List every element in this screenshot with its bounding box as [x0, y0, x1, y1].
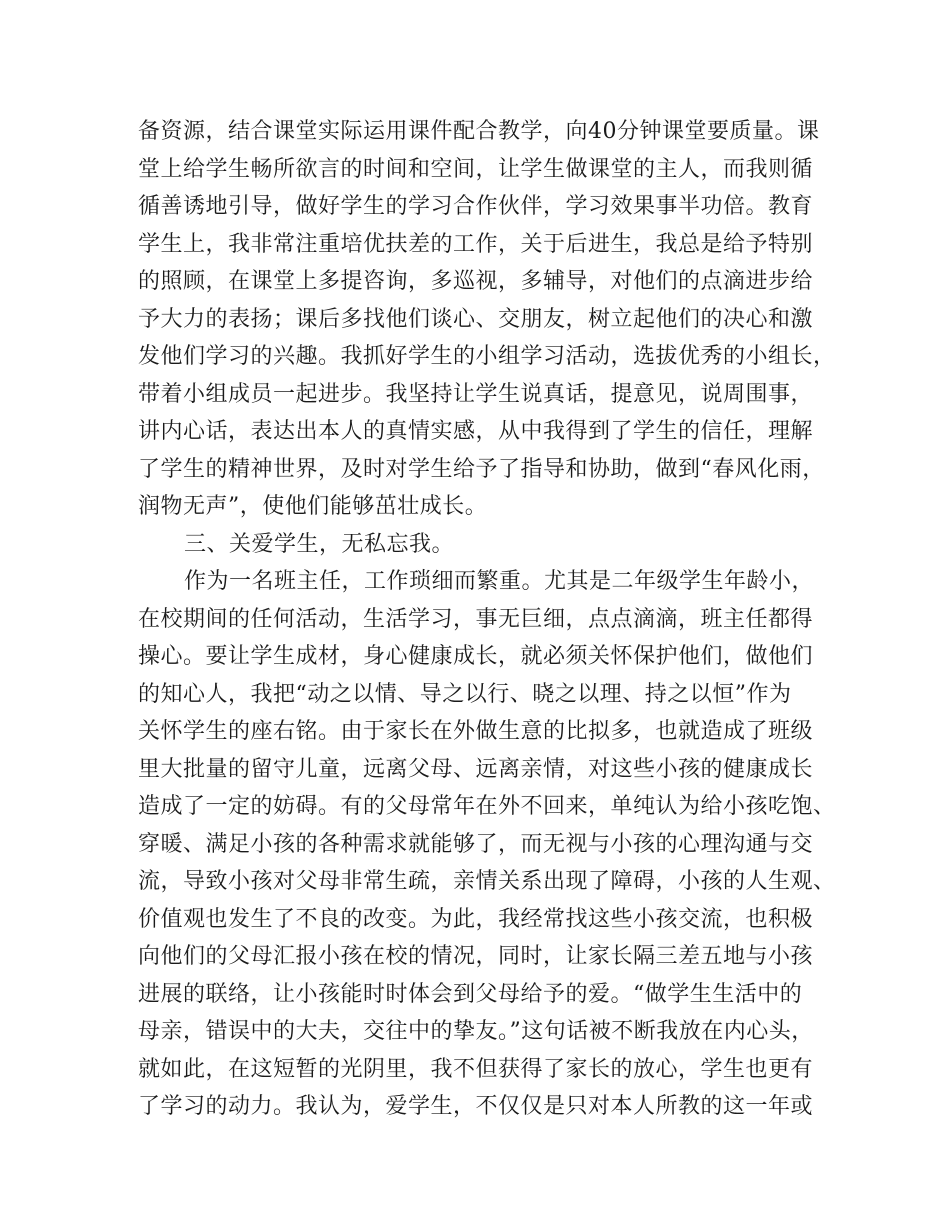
- text-line: 作为一名班主任，工作琐细而繁重。尤其是二年级学生年龄小，: [184, 569, 815, 594]
- text-line: 的知心人，我把“动之以情、导之以行、晓之以理、持之以恒”作为: [138, 681, 792, 707]
- text-line: 关怀学生的座右铭。由于家长在外做生意的比拟多，也就造成了班级: [138, 719, 814, 744]
- text-line: 循善诱地引导，做好学生的学习合作伙伴，学习效果事半功倍。教育: [138, 194, 814, 219]
- text-line: 讲内心话，表达出本人的真情实感，从中我得到了学生的信任，理解: [138, 419, 814, 444]
- text-line: 里大批量的留守儿童，远离父母、远离亲情，对这些小孩的健康成长: [138, 756, 814, 782]
- text-line: 母亲，错误中的大夫，交往中的挚友。”这句话被不断我放在内心头，: [138, 1019, 814, 1044]
- text-line: 堂上给学生畅所欲言的时间和空间，让学生做课堂的主人，而我则循: [138, 156, 814, 182]
- text-line: 予大力的表扬；课后多找他们谈心、交朋友，树立起他们的决心和激: [138, 306, 814, 332]
- section-heading: 三、关爱学生，无私忘我。: [184, 531, 455, 557]
- text-line: 造成了一定的妨碍。有的父母常年在外不回来，单纯认为给小孩吃饱、: [138, 794, 836, 819]
- text-line: 发他们学习的兴趣。我抓好学生的小组学习活动，选拔优秀的小组长，: [138, 344, 836, 369]
- text-line: 备资源，结合课堂实际运用课件配合教学，向40分钟课堂要质量。课: [138, 119, 820, 144]
- text-line: 向他们的父母汇报小孩在校的情况，同时，让家长隔三差五地与小孩: [138, 944, 814, 969]
- text-line: 了学习的动力。我认为，爱学生，不仅仅是只对本人所教的这一年或: [138, 1094, 814, 1119]
- text-line: 进展的联络，让小孩能时时体会到父母给予的爱。“做学生生活中的: [138, 981, 803, 1007]
- text-line: 润物无声”，使他们能够茁壮成长。: [138, 494, 488, 519]
- body-text: [138, 113, 836, 1126]
- text-line: 在校期间的任何活动，生活学习，事无巨细，点点滴滴，班主任都得: [138, 606, 814, 632]
- text-line: 的照顾，在课堂上多提咨询，多巡视，多辅导，对他们的点滴进步给: [138, 269, 814, 294]
- text-line: 操心。要让学生成材，身心健康成长，就必须关怀保护他们，做他们: [138, 644, 814, 669]
- text-line: 了学生的精神世界，及时对学生给予了指导和协助，做到“春风化雨，: [138, 456, 825, 482]
- text-line: 就如此，在这短暂的光阴里，我不但获得了家长的放心，学生也更有: [138, 1056, 814, 1082]
- text-line: 价值观也发生了不良的改变。为此，我经常找这些小孩交流，也积极: [138, 906, 814, 932]
- text-line: 带着小组成员一起进步。我坚持让学生说真话，提意见，说周围事，: [138, 381, 814, 407]
- text-line: 流，导致小孩对父母非常生疏，亲情关系出现了障碍，小孩的人生观、: [138, 869, 836, 894]
- text-line: 学生上，我非常注重培优扶差的工作，关于后进生，我总是给予特别: [138, 231, 814, 257]
- text-line: 穿暖、满足小孩的各种需求就能够了，而无视与小孩的心理沟通与交: [138, 831, 814, 857]
